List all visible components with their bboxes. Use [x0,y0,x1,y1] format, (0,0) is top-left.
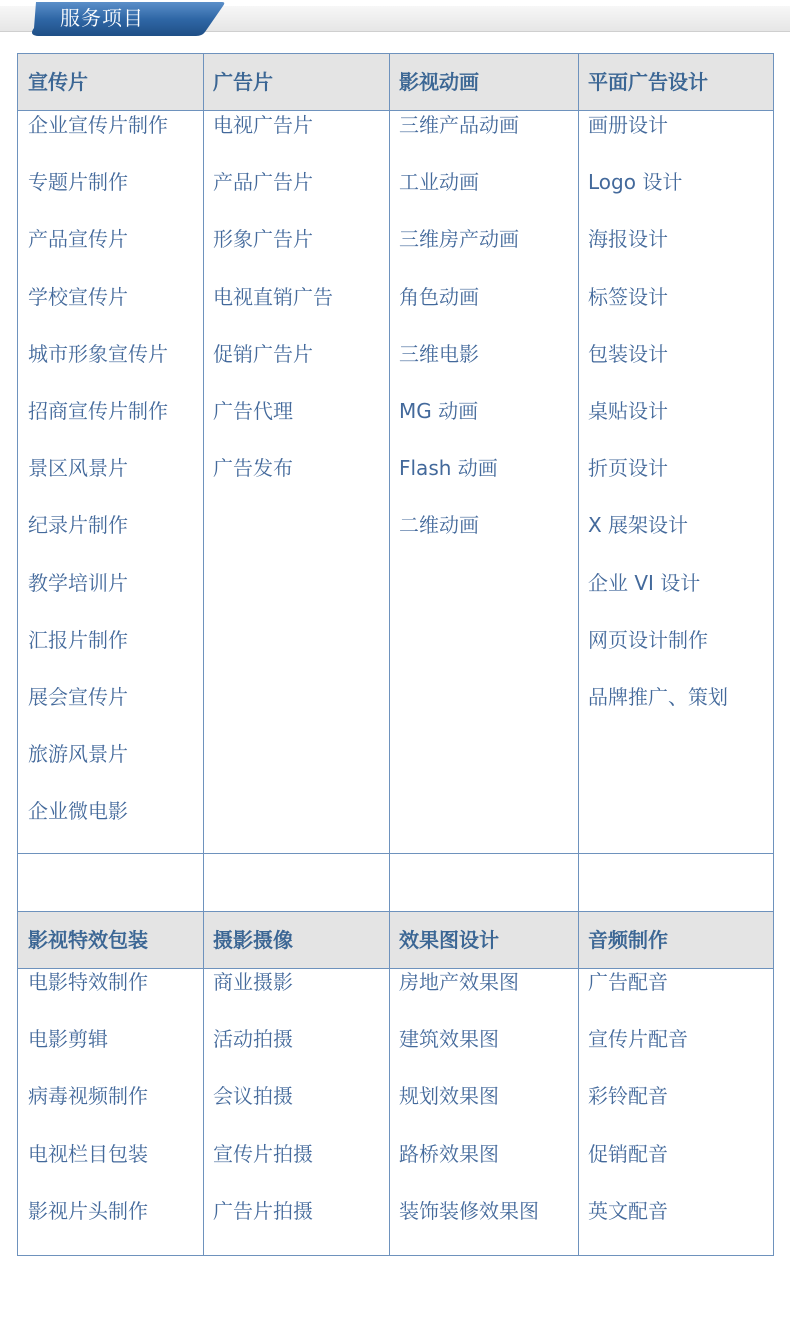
section-title-bar [0,0,790,36]
service-item: 促销配音 [588,1141,668,1166]
service-item: 商业摄影 [213,970,293,994]
service-item: 二维动画 [399,513,479,538]
service-item: 广告配音 [588,970,668,994]
service-item: 企业 VI 设计 [588,570,701,595]
page-title: 服务项目 [60,6,144,30]
service-item: 活动拍摄 [213,1027,293,1052]
service-item: 电视直销广告 [213,284,333,309]
service-item: 广告发布 [213,456,293,481]
service-item: 建筑效果图 [399,1027,499,1052]
service-item: 英文配音 [588,1198,668,1223]
service-item: Logo 设计 [588,170,683,195]
service-item: 影视片头制作 [28,1198,148,1223]
service-item: 三维产品动画 [399,113,519,137]
service-item: 电影特效制作 [28,970,148,994]
service-item: 产品广告片 [213,170,313,195]
service-item: 景区风景片 [28,456,128,481]
service-item: 促销广告片 [213,341,313,366]
service-item: 角色动画 [399,284,479,309]
service-item: 汇报片制作 [28,627,128,652]
service-item: 折页设计 [588,456,668,481]
service-item: 产品宣传片 [28,227,128,252]
service-item: 彩铃配音 [588,1084,668,1109]
service-item: 海报设计 [588,227,668,252]
service-item: 旅游风景片 [28,742,128,767]
service-item: 路桥效果图 [399,1141,499,1166]
service-item: 三维电影 [399,341,479,366]
service-item: 宣传片拍摄 [213,1141,313,1166]
column-header: 效果图设计 [399,927,499,952]
service-item: 专题片制作 [28,170,128,195]
service-item: 广告片拍摄 [213,1198,313,1223]
service-item: 三维房产动画 [399,227,519,252]
service-item: 工业动画 [399,170,479,195]
service-item: 标签设计 [588,284,668,309]
service-item: X 展架设计 [588,513,689,538]
service-item: 广告代理 [213,399,293,423]
column-header: 影视动画 [399,69,479,94]
service-item: 品牌推广、策划 [588,685,728,709]
service-item: 网页设计制作 [588,627,708,652]
service-item: 形象广告片 [213,227,313,252]
service-item: 企业宣传片制作 [28,113,168,137]
service-item: MG 动画 [399,399,479,423]
service-item: Flash 动画 [399,456,498,481]
service-item: 教学培训片 [28,570,128,595]
column-header: 摄影摄像 [213,927,293,952]
service-item: 画册设计 [588,113,668,137]
service-item: 纪录片制作 [28,513,128,538]
service-item: 学校宣传片 [28,284,128,309]
service-item: 电视广告片 [213,113,313,137]
service-item: 会议拍摄 [213,1084,293,1109]
column-header: 音频制作 [588,927,668,952]
service-item: 桌贴设计 [588,399,668,423]
service-item: 招商宣传片制作 [28,399,168,423]
service-item: 城市形象宣传片 [28,341,168,366]
service-item: 企业微电影 [28,799,128,824]
column-header: 平面广告设计 [588,69,708,94]
service-item: 装饰装修效果图 [399,1198,539,1223]
column-header: 宣传片 [28,69,88,94]
service-item: 规划效果图 [399,1084,499,1109]
service-item: 包装设计 [588,341,668,366]
service-item: 电视栏目包装 [28,1141,148,1166]
column-header: 影视特效包装 [28,927,148,952]
column-header: 广告片 [213,69,273,94]
service-item: 宣传片配音 [588,1027,688,1052]
service-item: 展会宣传片 [28,685,128,709]
services-table [17,53,774,1256]
service-item: 电影剪辑 [28,1027,108,1052]
service-item: 病毒视频制作 [28,1084,148,1109]
service-item: 房地产效果图 [399,970,519,994]
